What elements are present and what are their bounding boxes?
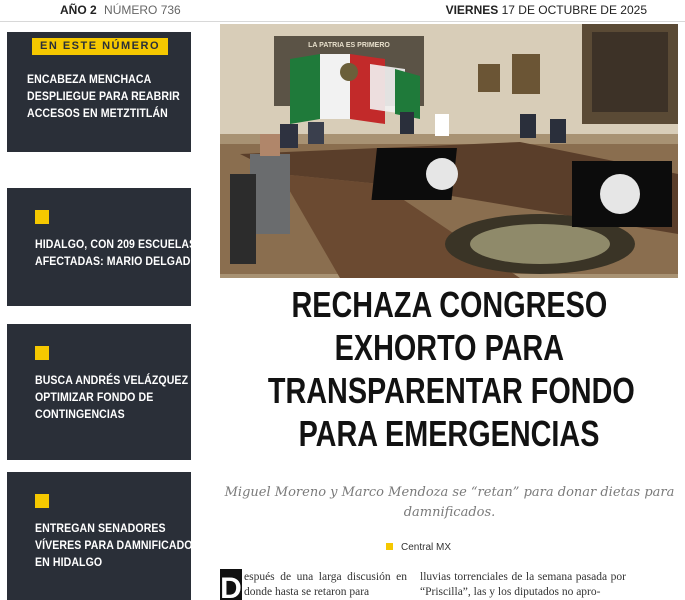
headline-line: EXHORTO PARA (334, 327, 565, 368)
issue-weekday: VIERNES (445, 3, 499, 17)
congress-photo-illustration (220, 24, 678, 278)
in-this-issue-sidebar (0, 22, 218, 600)
sidebar-card-3[interactable] (7, 324, 191, 460)
sidebar-headline[interactable]: HIDALGO, CON 209 ESCUELAS AFECTADAS: MARIO DELGADO (35, 237, 199, 268)
article-body-column-1: espués de una larga discusión en donde hasta se retaron para (244, 571, 407, 598)
wall-motto: LA PATRIA ES PRIMERO (308, 42, 390, 49)
article-body-column-2: lluvias torrenciales de la semana pasada por “Priscilla”, las y los diputados no apro- (420, 571, 626, 598)
issue-year: AÑO 2 (60, 3, 97, 17)
credit-square-icon (386, 543, 393, 550)
bullet-square-icon (35, 494, 49, 508)
sidebar-card-1[interactable] (7, 32, 191, 152)
sidebar-headline[interactable]: ENCABEZA MENCHACA DESPLIEGUE PARA REABRIR ACCESOS EN METZTITLÁN (27, 72, 180, 120)
in-this-issue-tag: EN ESTE NÚMERO (32, 38, 168, 55)
sidebar-card-4[interactable] (7, 472, 200, 600)
credit-text: Central MX (401, 542, 452, 553)
congress-session-photo (220, 24, 678, 278)
headline-line: PARA EMERGENCIAS (299, 413, 600, 454)
sidebar-headline[interactable]: BUSCA ANDRÉS VELÁZQUEZ OPTIMIZAR FONDO DE CONTINGENCIAS (35, 373, 189, 421)
article-subtitle: Miguel Moreno y Marco Mendoza se “retan” para donar dietas para damnificados. (224, 485, 675, 520)
issue-date (446, 3, 647, 17)
article-headline (222, 283, 677, 455)
drop-cap: D (220, 569, 242, 600)
headline-line: TRANSPARENTAR FONDO (267, 370, 635, 411)
headline-line: RECHAZA CONGRESO (291, 284, 608, 325)
article-credit (386, 542, 451, 553)
sidebar-card-2[interactable] (7, 188, 199, 306)
issue-date-text: 17 DE OCTUBRE DE 2025 (501, 3, 647, 17)
issue-info (60, 3, 181, 17)
masthead-bar (0, 0, 685, 22)
bullet-square-icon (35, 210, 49, 224)
issue-number: NÚMERO 736 (104, 3, 181, 17)
sidebar-headline[interactable]: ENTREGAN SENADORES VÍVERES PARA DAMNIFICADOS EN HIDALGO (35, 521, 200, 569)
bullet-square-icon (35, 346, 49, 360)
